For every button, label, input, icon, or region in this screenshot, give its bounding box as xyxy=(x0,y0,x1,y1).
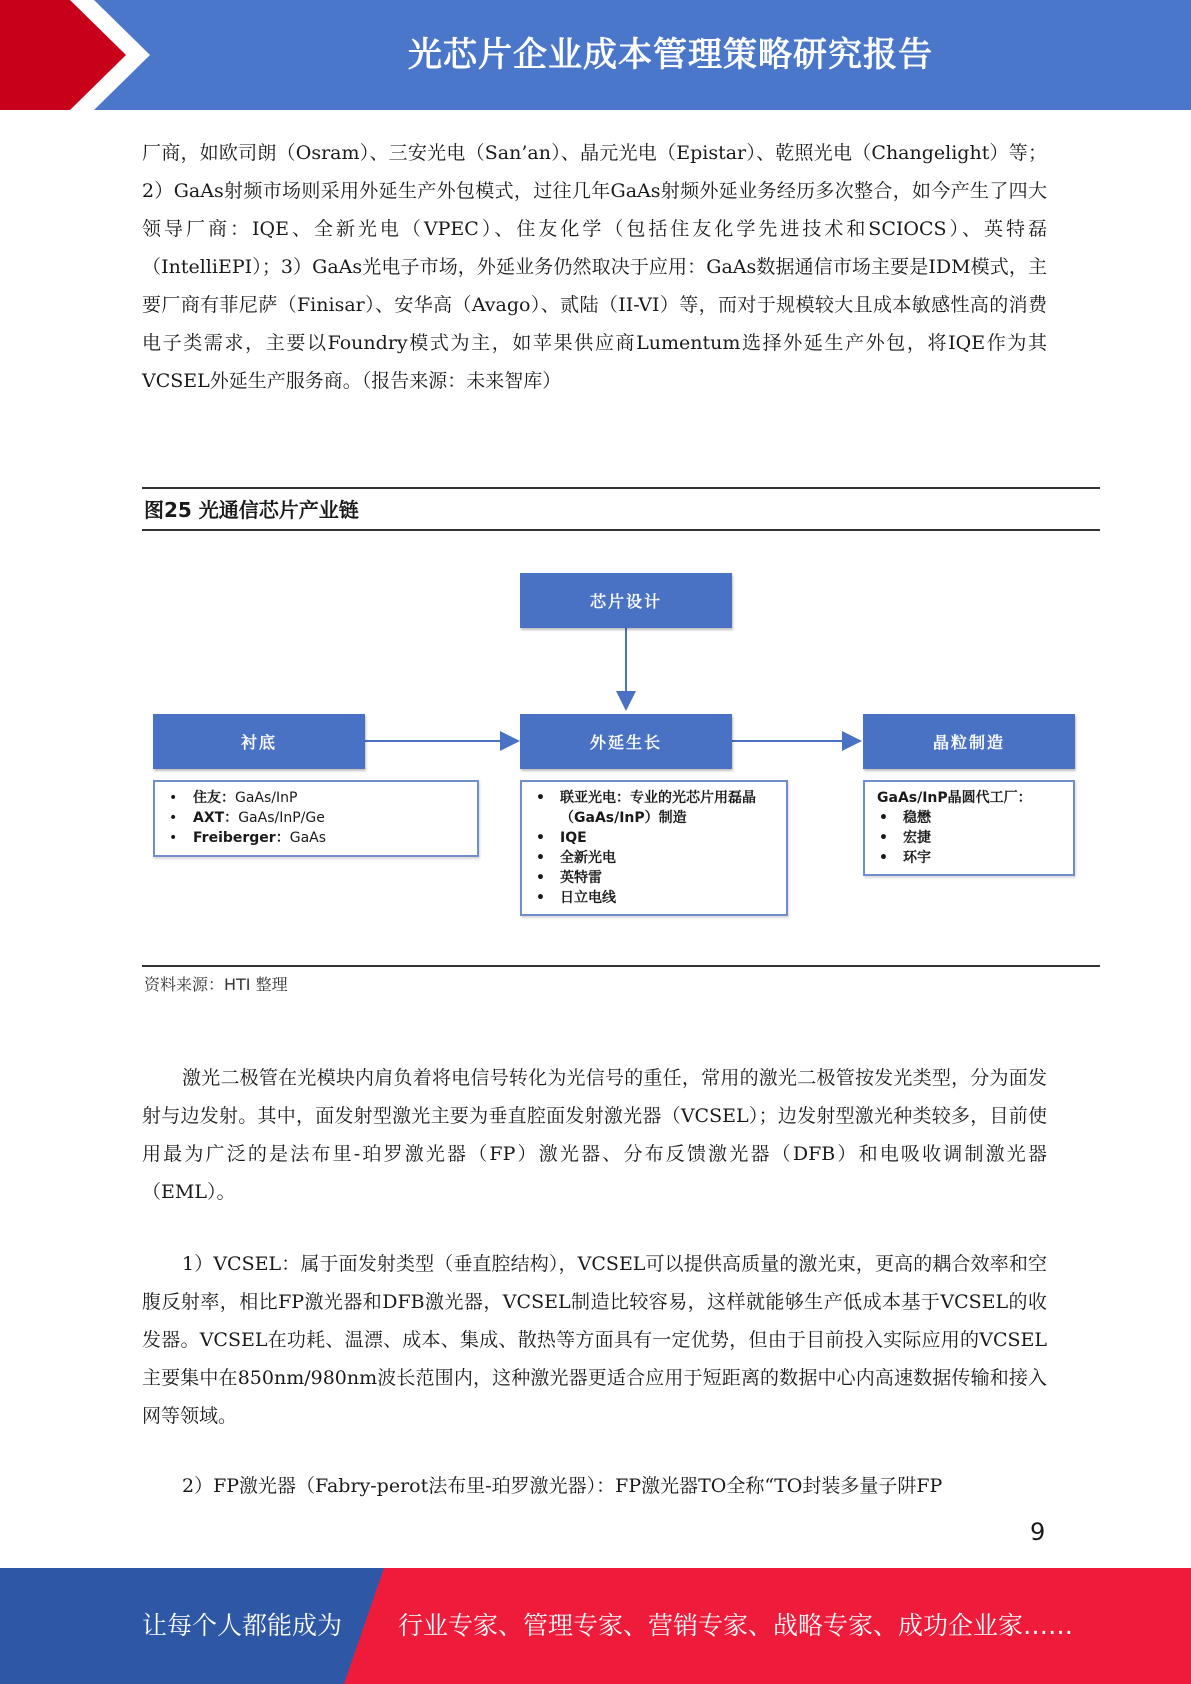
paragraph-epitaxy-vendors: 厂商，如欧司朗（Osram）、三安光电（San’an）、晶元光电（Epistar）、乾照光电（Changelight）等；2）GaAs射频市场则采用外延生产外包模式，过往几年GaAs射频外延业务经历多次整合，如今产生了四大领导厂商：IQE、全新光电（VPEC）、住友化学（包括住友化学先进技术和SCIOCS）、英特磊（IntelliEPI）；3）GaAs光电子市场，外延业务仍然取决于应用：GaAs数据通信市场主要是IDM模式，主要厂商有菲尼萨（Finisar）、安华高（Avago）、贰陆（II-VI）等，而对于规模较大且成本敏感性高的消费电子类需求，主要以Foundry模式为主，如苹果供应商Lumentum选择外延生产外包，将IQE作为其VCSEL外延生产服务商。（报告来源：未来智库） xyxy=(142,142,1047,392)
paragraph-vcsel: 1）VCSEL：属于面发射类型（垂直腔结构），VCSEL可以提供高质量的激光束，更高的耦合效率和空腹反射率，相比FP激光器和DFB激光器，VCSEL制造比较容易，这样就能够生产低成本基于VCSEL的收发器。VCSEL在功耗、温漂、成本、集成、散热等方面具有一定优势，但由于目前投入实际应用的VCSEL主要集中在850nm/980nm波长范围内，这种激光器更适合应用于短距离的数据中心内高速数据传输和接入网等领域。 xyxy=(142,1253,1047,1427)
page-number: 9 xyxy=(1030,1518,1046,1546)
stage-chip-design: 芯片设计 xyxy=(520,573,732,628)
figure-top-rule xyxy=(142,487,1100,489)
stage-substrate: 衬底 xyxy=(153,714,365,769)
epitaxy-vendor: • 全新光电 xyxy=(534,848,774,868)
footer-slogan-right: 行业专家、管理专家、营销专家、战略专家、成功企业家…… xyxy=(398,1611,1074,1640)
foundry-list-header: GaAs/InP晶圆代工厂： xyxy=(877,790,1032,806)
document-title: 光芯片企业成本管理策略研究报告 xyxy=(408,35,933,75)
paragraph-laser-diodes: 激光二极管在光模块内肩负着将电信号转化为光信号的重任，常用的激光二极管按发光类型，分为面发射与边发射。其中，面发射型激光主要为垂直腔面发射激光器（VCSEL）；边发射型激光种类较多，目前使用最为广泛的是法布里-珀罗激光器（FP）激光器、分布反馈激光器（DFB）和电吸收调制激光器（EML）。 xyxy=(142,1067,1047,1203)
substrate-vendor: • 住友：GaAs/InP xyxy=(167,788,465,808)
epitaxy-vendor-list xyxy=(520,780,788,916)
supply-chain-diagram xyxy=(142,560,1100,920)
foundry-vendor: • 环宇 xyxy=(877,848,1061,868)
substrate-vendor: • AXT：GaAs/InP/Ge xyxy=(167,808,465,828)
figure-title: 图25 光通信芯片产业链 xyxy=(144,498,359,522)
substrate-vendor: • Freiberger：GaAs xyxy=(167,828,465,848)
epitaxy-vendor: • IQE xyxy=(534,828,774,848)
paragraph-fp-laser: 2）FP激光器（Fabry-perot法布里-珀罗激光器）：FP激光器TO全称“TO封装多量子阱FP xyxy=(182,1475,943,1497)
figure-bottom-rule xyxy=(142,965,1100,967)
figure-title-rule xyxy=(142,529,1100,531)
epitaxy-vendor: • 英特雷 xyxy=(534,868,774,888)
footer-slogan-left: 让每个人都能成为 xyxy=(142,1611,343,1640)
footer-banner xyxy=(0,1568,1191,1684)
substrate-vendor-list xyxy=(153,780,479,857)
foundry-vendor: • 宏捷 xyxy=(877,828,1061,848)
figure-source: 资料来源：HTI 整理 xyxy=(144,975,288,994)
stage-epitaxy: 外延生长 xyxy=(520,714,732,769)
foundry-vendor-list xyxy=(863,780,1075,876)
epitaxy-vendor: • 联亚光电：专业的光芯片用磊晶（GaAs/InP）制造 xyxy=(534,788,774,828)
foundry-vendor: • 稳懋 xyxy=(877,808,1061,828)
epitaxy-vendor: • 日立电线 xyxy=(534,888,774,908)
header-banner xyxy=(0,0,1191,110)
stage-die-manufacturing: 晶粒制造 xyxy=(863,714,1075,769)
